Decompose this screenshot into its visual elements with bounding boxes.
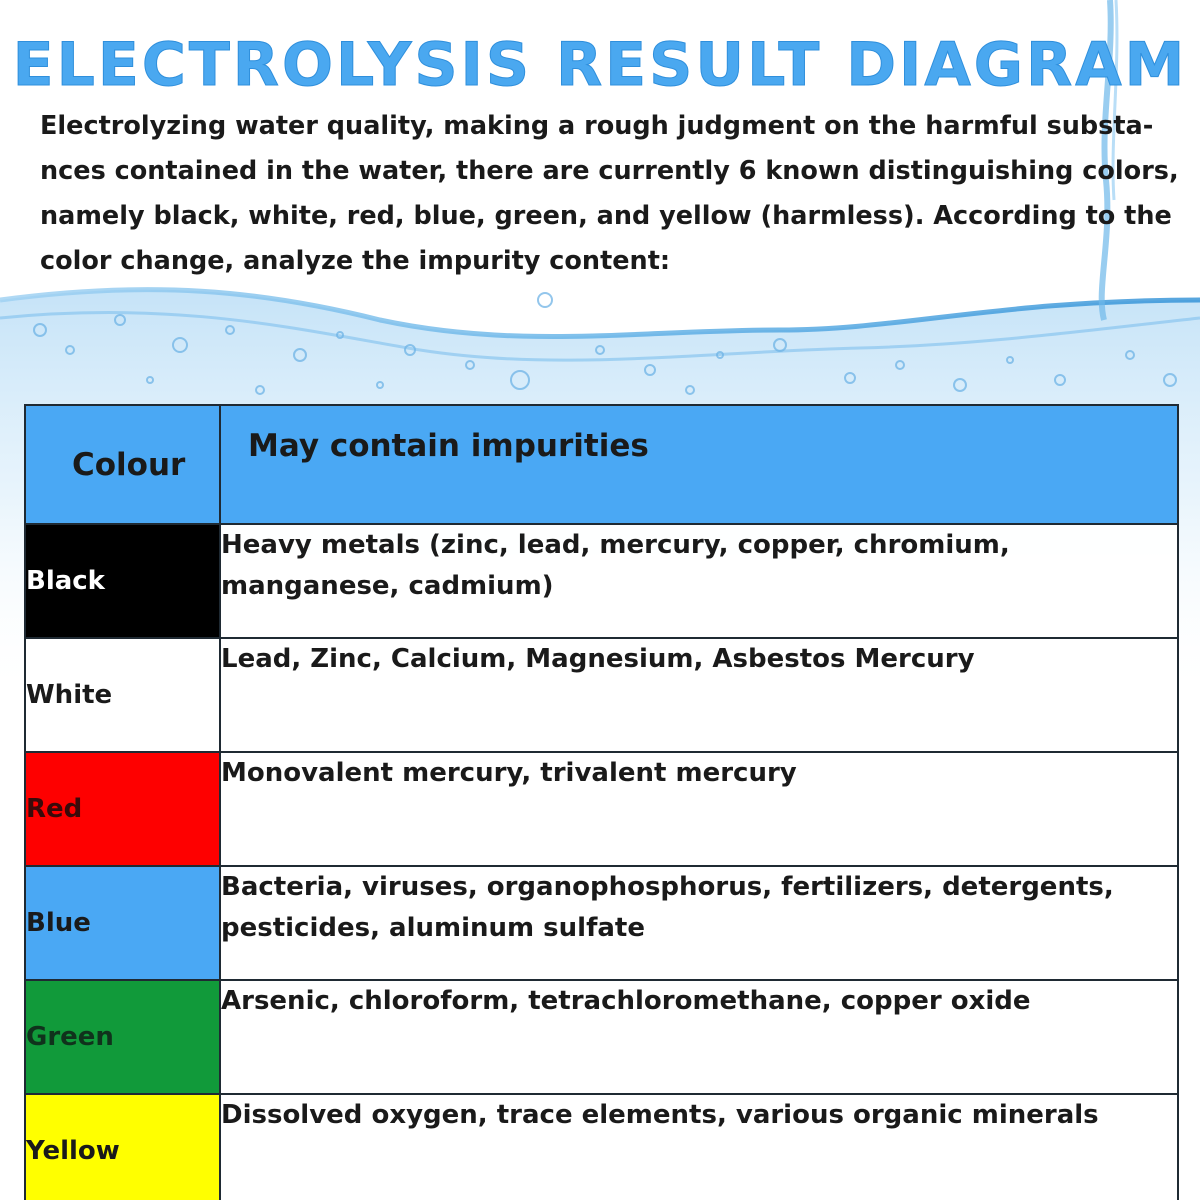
table-row-black: [25, 524, 1178, 638]
impurities-cell: [220, 1094, 1178, 1200]
impurities-cell: [220, 524, 1178, 638]
impurities-line: Arsenic, chloroform, tetrachloromethane, copper oxide: [221, 986, 1031, 1016]
impurities-line: Lead, Zinc, Calcium, Magnesium, Asbestos Mercury: [221, 644, 975, 674]
table-row-yellow: [25, 1094, 1178, 1200]
colour-swatch-blue: Blue: [25, 866, 220, 980]
colour-swatch-black: Black: [25, 524, 220, 638]
table-row-red: [25, 752, 1178, 866]
impurities-column-header: May contain impurities: [220, 405, 1178, 524]
impurities-line: Heavy metals (zinc, lead, mercury, copper, chromium,: [221, 530, 1010, 560]
intro-line: nces contained in the water, there are currently 6 known distinguishing colors,: [40, 156, 1179, 186]
colour-swatch-red: Red: [25, 752, 220, 866]
table-header-row: [25, 405, 1178, 524]
impurities-cell: [220, 866, 1178, 980]
impurities-line: Bacteria, viruses, organophosphorus, fertilizers, detergents,: [221, 872, 1114, 902]
colour-swatch-green: Green: [25, 980, 220, 1094]
colour-swatch-yellow: Yellow: [25, 1094, 220, 1200]
impurities-cell: [220, 638, 1178, 752]
intro-paragraph: [40, 104, 1179, 284]
intro-line: color change, analyze the impurity content:: [40, 246, 671, 276]
impurities-table: [24, 404, 1179, 1200]
impurities-line: manganese, cadmium): [221, 571, 554, 601]
impurities-line: Monovalent mercury, trivalent mercury: [221, 758, 797, 788]
impurities-cell: [220, 752, 1178, 866]
intro-line: namely black, white, red, blue, green, and yellow (harmless). According to the: [40, 201, 1172, 231]
table-row-green: [25, 980, 1178, 1094]
impurities-line: pesticides, aluminum sulfate: [221, 913, 645, 943]
intro-line: Electrolyzing water quality, making a rough judgment on the harmful substa-: [40, 111, 1154, 141]
colour-column-header: Colour: [25, 405, 220, 524]
table-row-blue: [25, 866, 1178, 980]
colour-swatch-white: White: [25, 638, 220, 752]
impurities-cell: [220, 980, 1178, 1094]
page-title: ELECTROLYSIS RESULT DIAGRAM: [12, 30, 1188, 100]
impurities-line: Dissolved oxygen, trace elements, various organic minerals: [221, 1100, 1099, 1130]
table-row-white: [25, 638, 1178, 752]
